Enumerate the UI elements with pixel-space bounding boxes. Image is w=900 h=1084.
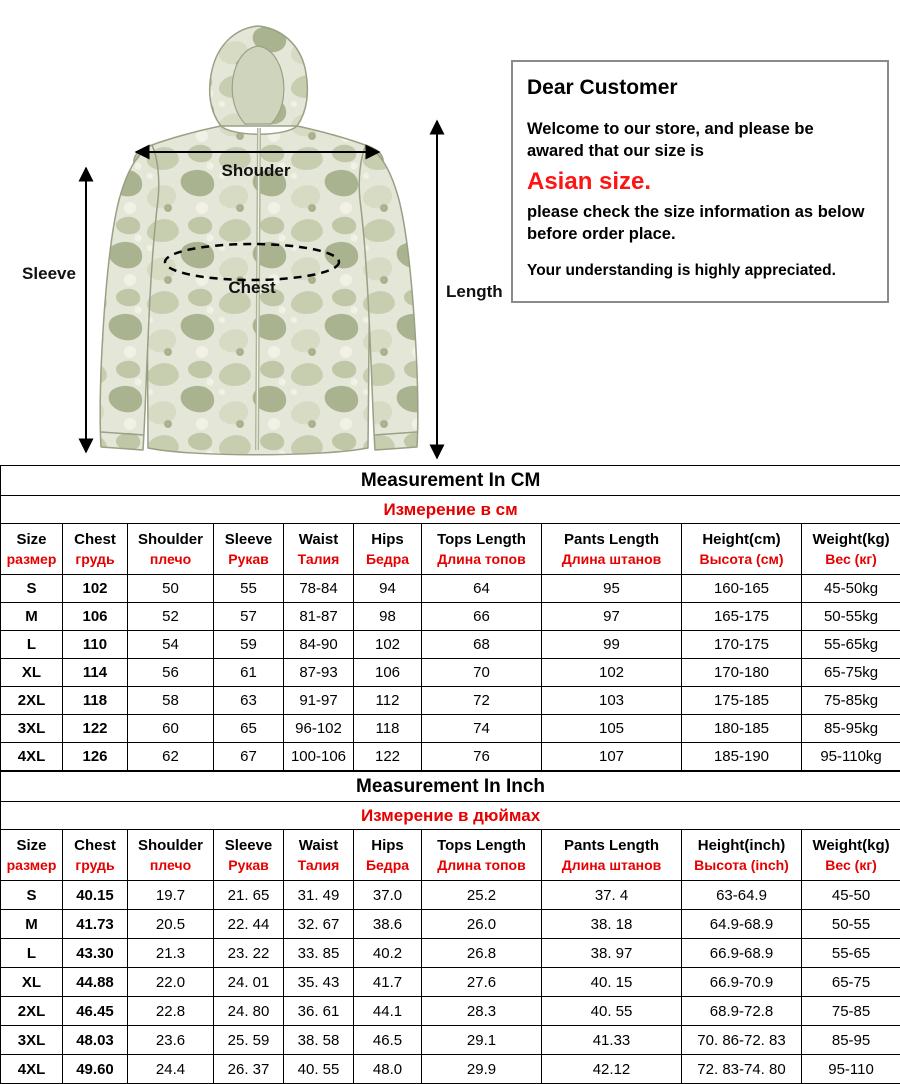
value-cell: 25.2 [422, 881, 542, 910]
value-cell: 107 [542, 743, 682, 771]
value-cell: 66.9-68.9 [682, 939, 802, 968]
value-cell: 40. 55 [284, 1055, 354, 1084]
value-cell: 170-180 [682, 659, 802, 687]
customer-notice [511, 60, 889, 303]
size-cell: XL [1, 659, 63, 687]
column-header: Tops Length Длина топов [422, 524, 542, 575]
value-cell: 21.3 [128, 939, 214, 968]
value-cell: 102 [542, 659, 682, 687]
value-cell: 22.8 [128, 997, 214, 1026]
value-cell: 106 [63, 603, 128, 631]
size-cell: 4XL [1, 743, 63, 771]
value-cell: 72 [422, 687, 542, 715]
value-cell: 78-84 [284, 575, 354, 603]
value-cell: 45-50 [802, 881, 900, 910]
value-cell: 70. 86-72. 83 [682, 1026, 802, 1055]
jacket-measurement-diagram [0, 0, 505, 465]
value-cell: 46.45 [63, 997, 128, 1026]
value-cell: 75-85kg [802, 687, 900, 715]
value-cell: 70 [422, 659, 542, 687]
column-header: Height(inch) Высота (inch) [682, 830, 802, 881]
inch-table-title-ru [1, 802, 900, 830]
value-cell: 65 [214, 715, 284, 743]
table-row [1, 939, 900, 968]
column-header: Height(cm) Высота (см) [682, 524, 802, 575]
value-cell: 87-93 [284, 659, 354, 687]
size-cell: L [1, 631, 63, 659]
value-cell: 27.6 [422, 968, 542, 997]
table-row [1, 715, 900, 743]
value-cell: 100-106 [284, 743, 354, 771]
value-cell: 38.6 [354, 910, 422, 939]
value-cell: 56 [128, 659, 214, 687]
table-row [1, 659, 900, 687]
value-cell: 31. 49 [284, 881, 354, 910]
value-cell: 65-75 [802, 968, 900, 997]
value-cell: 58 [128, 687, 214, 715]
value-cell: 40.2 [354, 939, 422, 968]
value-cell: 96-102 [284, 715, 354, 743]
column-header: Sleeve Рукав [214, 524, 284, 575]
value-cell: 55-65kg [802, 631, 900, 659]
value-cell: 118 [354, 715, 422, 743]
size-cell: L [1, 939, 63, 968]
value-cell: 170-175 [682, 631, 802, 659]
jacket-hood-opening [232, 46, 284, 124]
value-cell: 118 [63, 687, 128, 715]
value-cell: 23. 22 [214, 939, 284, 968]
value-cell: 98 [354, 603, 422, 631]
column-header: Chest грудь [63, 830, 128, 881]
value-cell: 21. 65 [214, 881, 284, 910]
column-header: Weight(kg) Вес (кг) [802, 830, 900, 881]
table-title: Measurement In CM [1, 466, 900, 496]
value-cell: 36. 61 [284, 997, 354, 1026]
value-cell: 68.9-72.8 [682, 997, 802, 1026]
value-cell: 103 [542, 687, 682, 715]
value-cell: 63-64.9 [682, 881, 802, 910]
inch-size-table [0, 771, 900, 1084]
value-cell: 126 [63, 743, 128, 771]
value-cell: 41.73 [63, 910, 128, 939]
size-cell: S [1, 881, 63, 910]
value-cell: 48.03 [63, 1026, 128, 1055]
notice-asian-size: Asian size. [527, 166, 875, 198]
size-cell: 2XL [1, 997, 63, 1026]
shoulder-label: Shouder [222, 161, 291, 180]
value-cell: 85-95 [802, 1026, 900, 1055]
column-header: Tops Length Длина топов [422, 830, 542, 881]
value-cell: 66.9-70.9 [682, 968, 802, 997]
value-cell: 59 [214, 631, 284, 659]
value-cell: 40. 55 [542, 997, 682, 1026]
value-cell: 72. 83-74. 80 [682, 1055, 802, 1084]
notice-title: Dear Customer [527, 76, 875, 100]
value-cell: 46.5 [354, 1026, 422, 1055]
value-cell: 26. 37 [214, 1055, 284, 1084]
value-cell: 49.60 [63, 1055, 128, 1084]
value-cell: 23.6 [128, 1026, 214, 1055]
value-cell: 85-95kg [802, 715, 900, 743]
table-row [1, 603, 900, 631]
table-row [1, 1055, 900, 1084]
value-cell: 50 [128, 575, 214, 603]
value-cell: 37.0 [354, 881, 422, 910]
value-cell: 38. 58 [284, 1026, 354, 1055]
table-row [1, 968, 900, 997]
column-header: Hips Бедра [354, 830, 422, 881]
column-header: Waist Талия [284, 524, 354, 575]
value-cell: 26.0 [422, 910, 542, 939]
value-cell: 55 [214, 575, 284, 603]
value-cell: 64 [422, 575, 542, 603]
inch-table-body [1, 881, 900, 1084]
table-row [1, 575, 900, 603]
value-cell: 22. 44 [214, 910, 284, 939]
table-row [1, 1026, 900, 1055]
value-cell: 75-85 [802, 997, 900, 1026]
value-cell: 105 [542, 715, 682, 743]
inch-header-row [1, 830, 900, 881]
table-row [1, 743, 900, 771]
value-cell: 99 [542, 631, 682, 659]
value-cell: 95 [542, 575, 682, 603]
cm-size-table [0, 465, 900, 771]
size-cell: 4XL [1, 1055, 63, 1084]
value-cell: 122 [354, 743, 422, 771]
cm-table-title-ru [1, 496, 900, 524]
notice-line2: please check the size information as below before order place. [527, 201, 875, 246]
value-cell: 84-90 [284, 631, 354, 659]
value-cell: 50-55kg [802, 603, 900, 631]
value-cell: 38. 97 [542, 939, 682, 968]
value-cell: 94 [354, 575, 422, 603]
value-cell: 42.12 [542, 1055, 682, 1084]
value-cell: 66 [422, 603, 542, 631]
notice-line3: Your understanding is highly appreciated. [527, 261, 875, 282]
value-cell: 175-185 [682, 687, 802, 715]
table-row [1, 881, 900, 910]
value-cell: 76 [422, 743, 542, 771]
value-cell: 24. 01 [214, 968, 284, 997]
column-header: Shoulder плечо [128, 830, 214, 881]
size-cell: M [1, 910, 63, 939]
value-cell: 22.0 [128, 968, 214, 997]
value-cell: 112 [354, 687, 422, 715]
size-cell: S [1, 575, 63, 603]
value-cell: 122 [63, 715, 128, 743]
value-cell: 165-175 [682, 603, 802, 631]
value-cell: 50-55 [802, 910, 900, 939]
size-diagram-section [0, 0, 900, 465]
value-cell: 55-65 [802, 939, 900, 968]
size-cell: 3XL [1, 1026, 63, 1055]
value-cell: 52 [128, 603, 214, 631]
value-cell: 91-97 [284, 687, 354, 715]
value-cell: 74 [422, 715, 542, 743]
table-row [1, 631, 900, 659]
value-cell: 20.5 [128, 910, 214, 939]
value-cell: 54 [128, 631, 214, 659]
value-cell: 24.4 [128, 1055, 214, 1084]
value-cell: 48.0 [354, 1055, 422, 1084]
column-header: Shoulder плечо [128, 524, 214, 575]
column-header: Weight(kg) Вес (кг) [802, 524, 900, 575]
value-cell: 37. 4 [542, 881, 682, 910]
value-cell: 63 [214, 687, 284, 715]
value-cell: 180-185 [682, 715, 802, 743]
value-cell: 33. 85 [284, 939, 354, 968]
value-cell: 95-110kg [802, 743, 900, 771]
value-cell: 25. 59 [214, 1026, 284, 1055]
value-cell: 95-110 [802, 1055, 900, 1084]
value-cell: 44.1 [354, 997, 422, 1026]
value-cell: 102 [63, 575, 128, 603]
value-cell: 40. 15 [542, 968, 682, 997]
table-row [1, 997, 900, 1026]
value-cell: 65-75kg [802, 659, 900, 687]
length-label: Length [446, 282, 503, 301]
value-cell: 45-50kg [802, 575, 900, 603]
value-cell: 40.15 [63, 881, 128, 910]
column-header: Pants Length Длина штанов [542, 524, 682, 575]
value-cell: 62 [128, 743, 214, 771]
value-cell: 68 [422, 631, 542, 659]
column-header: Size размер [1, 524, 63, 575]
inch-table-title-en [1, 772, 900, 802]
value-cell: 185-190 [682, 743, 802, 771]
value-cell: 60 [128, 715, 214, 743]
cm-table-title-en [1, 466, 900, 496]
table-row [1, 910, 900, 939]
chest-label: Chest [228, 278, 276, 297]
cm-header-row [1, 524, 900, 575]
column-header: Waist Талия [284, 830, 354, 881]
table-title-ru: Измерение в дюймах [1, 802, 900, 830]
value-cell: 29.9 [422, 1055, 542, 1084]
value-cell: 44.88 [63, 968, 128, 997]
value-cell: 43.30 [63, 939, 128, 968]
value-cell: 64.9-68.9 [682, 910, 802, 939]
value-cell: 19.7 [128, 881, 214, 910]
value-cell: 57 [214, 603, 284, 631]
notice-line1: Welcome to our store, and please be awared that our size is [527, 118, 875, 163]
size-cell: XL [1, 968, 63, 997]
column-header: Pants Length Длина штанов [542, 830, 682, 881]
cm-table-body [1, 575, 900, 771]
value-cell: 35. 43 [284, 968, 354, 997]
value-cell: 110 [63, 631, 128, 659]
size-cell: M [1, 603, 63, 631]
value-cell: 41.7 [354, 968, 422, 997]
value-cell: 102 [354, 631, 422, 659]
value-cell: 160-165 [682, 575, 802, 603]
table-row [1, 687, 900, 715]
value-cell: 81-87 [284, 603, 354, 631]
value-cell: 106 [354, 659, 422, 687]
value-cell: 67 [214, 743, 284, 771]
column-header: Hips Бедра [354, 524, 422, 575]
column-header: Size размер [1, 830, 63, 881]
size-cell: 2XL [1, 687, 63, 715]
value-cell: 26.8 [422, 939, 542, 968]
value-cell: 28.3 [422, 997, 542, 1026]
value-cell: 41.33 [542, 1026, 682, 1055]
value-cell: 114 [63, 659, 128, 687]
column-header: Chest грудь [63, 524, 128, 575]
sleeve-label: Sleeve [22, 264, 76, 283]
value-cell: 29.1 [422, 1026, 542, 1055]
value-cell: 32. 67 [284, 910, 354, 939]
table-title: Measurement In Inch [1, 772, 900, 802]
size-cell: 3XL [1, 715, 63, 743]
value-cell: 38. 18 [542, 910, 682, 939]
column-header: Sleeve Рукав [214, 830, 284, 881]
table-title-ru: Измерение в см [1, 496, 900, 524]
value-cell: 24. 80 [214, 997, 284, 1026]
value-cell: 61 [214, 659, 284, 687]
value-cell: 97 [542, 603, 682, 631]
